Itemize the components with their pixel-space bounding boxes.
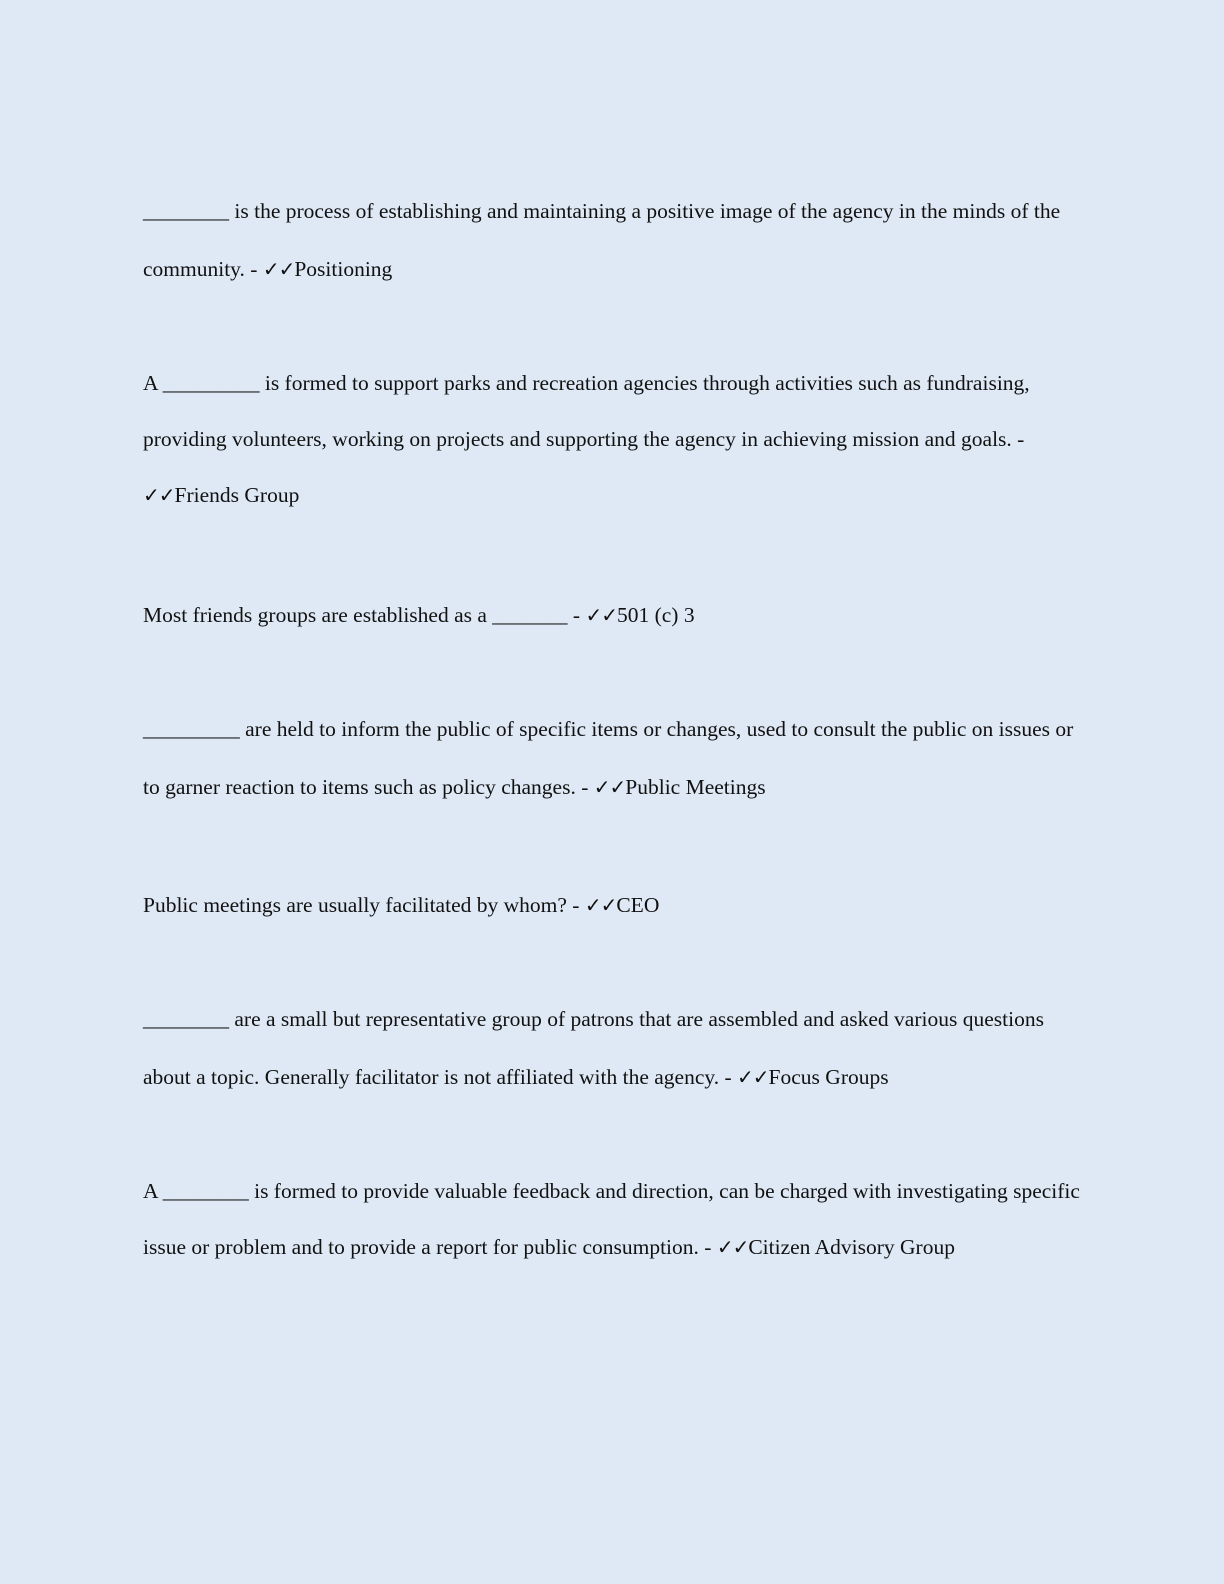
qa-item-2 — [143, 355, 1083, 523]
qa-item-1 — [143, 182, 1083, 298]
checkmark-icon: ✓✓ — [584, 893, 617, 917]
qa-item-6 — [143, 990, 1083, 1106]
question-text: _________ are held to inform the public of specific items or changes, used to consult the public on issues or to garner reaction to items such as policy changes. - — [143, 717, 1074, 799]
answer-text: Citizen Advisory Group — [748, 1235, 955, 1259]
question-text: Public meetings are usually facilitated by whom? - — [143, 893, 580, 917]
qa-item-5 — [143, 876, 1083, 934]
answer-text: Public Meetings — [625, 775, 766, 799]
question-text: ________ is the process of establishing and maintaining a positive image of the agency in the minds of the community. - — [143, 199, 1061, 281]
question-text: A _________ is formed to support parks and recreation agencies through activities such as fundraising, providing volunteers, working on projects and supporting the agency in achieving mission and goals. - — [143, 371, 1030, 451]
qa-item-7 — [143, 1163, 1083, 1275]
answer-text: 501 (c) 3 — [616, 603, 695, 627]
question-text: A ________ is formed to provide valuable feedback and direction, can be charged with investigating specific issue or problem and to provide a report for public consumption. - — [143, 1179, 1080, 1259]
qa-item-4 — [143, 700, 1083, 816]
answer-text: Friends Group — [174, 483, 300, 507]
checkmark-icon: ✓✓ — [262, 257, 295, 281]
checkmark-icon: ✓✓ — [585, 603, 617, 627]
checkmark-icon: ✓✓ — [716, 1235, 749, 1259]
checkmark-icon: ✓✓ — [737, 1065, 769, 1089]
checkmark-icon: ✓✓ — [593, 775, 626, 799]
question-text: ________ are a small but representative group of patrons that are assembled and asked various questions about a topic. Generally facilitator is not affiliated with the agency. - — [143, 1007, 1044, 1089]
answer-text: Focus Groups — [768, 1065, 889, 1089]
answer-text: Positioning — [294, 257, 393, 281]
answer-text: CEO — [616, 893, 660, 917]
qa-item-3 — [143, 586, 1083, 644]
checkmark-icon: ✓✓ — [143, 483, 175, 507]
question-text: Most friends groups are established as a _______ - — [143, 603, 581, 627]
